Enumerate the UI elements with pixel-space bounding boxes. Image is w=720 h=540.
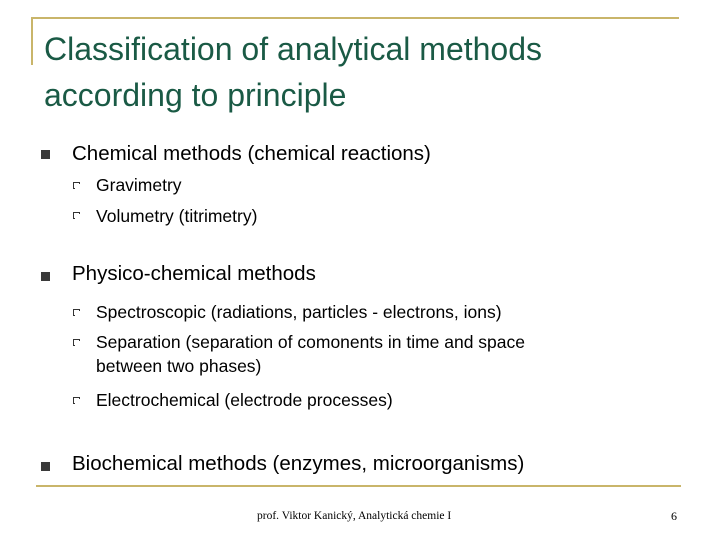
title-line-1: Classification of analytical methods bbox=[44, 31, 543, 67]
list-item-electrochemical: Electrochemical (electrode processes) bbox=[96, 390, 393, 410]
left-rule bbox=[31, 17, 33, 65]
square-bullet-icon bbox=[41, 462, 50, 471]
page-number: 6 bbox=[671, 509, 677, 523]
top-rule bbox=[31, 17, 679, 19]
section-heading-biochemical: Biochemical methods (enzymes, microorganisms) bbox=[72, 452, 525, 475]
list-item-gravimetry: Gravimetry bbox=[96, 175, 182, 195]
title-line-2: according to principle bbox=[44, 77, 347, 113]
hollow-square-bullet-icon bbox=[73, 339, 80, 346]
section-heading-chemical: Chemical methods (chemical reactions) bbox=[72, 142, 431, 165]
square-bullet-icon bbox=[41, 150, 50, 159]
footer-author: prof. Viktor Kanický, Analytická chemie I bbox=[257, 510, 452, 522]
hollow-square-bullet-icon bbox=[73, 182, 80, 189]
list-item-separation-continued: between two phases) bbox=[96, 356, 262, 376]
hollow-square-bullet-icon bbox=[73, 309, 80, 316]
bottom-rule bbox=[36, 485, 681, 487]
hollow-square-bullet-icon bbox=[73, 397, 80, 404]
list-item-volumetry: Volumetry (titrimetry) bbox=[96, 206, 258, 226]
slide-title bbox=[44, 26, 684, 118]
square-bullet-icon bbox=[41, 272, 50, 281]
list-item-separation: Separation (separation of comonents in time and space bbox=[96, 332, 526, 352]
section-heading-physico-chemical: Physico-chemical methods bbox=[72, 262, 316, 285]
hollow-square-bullet-icon bbox=[73, 212, 80, 219]
list-item-spectroscopic: Spectroscopic (radiations, particles - electrons, ions) bbox=[96, 302, 502, 322]
